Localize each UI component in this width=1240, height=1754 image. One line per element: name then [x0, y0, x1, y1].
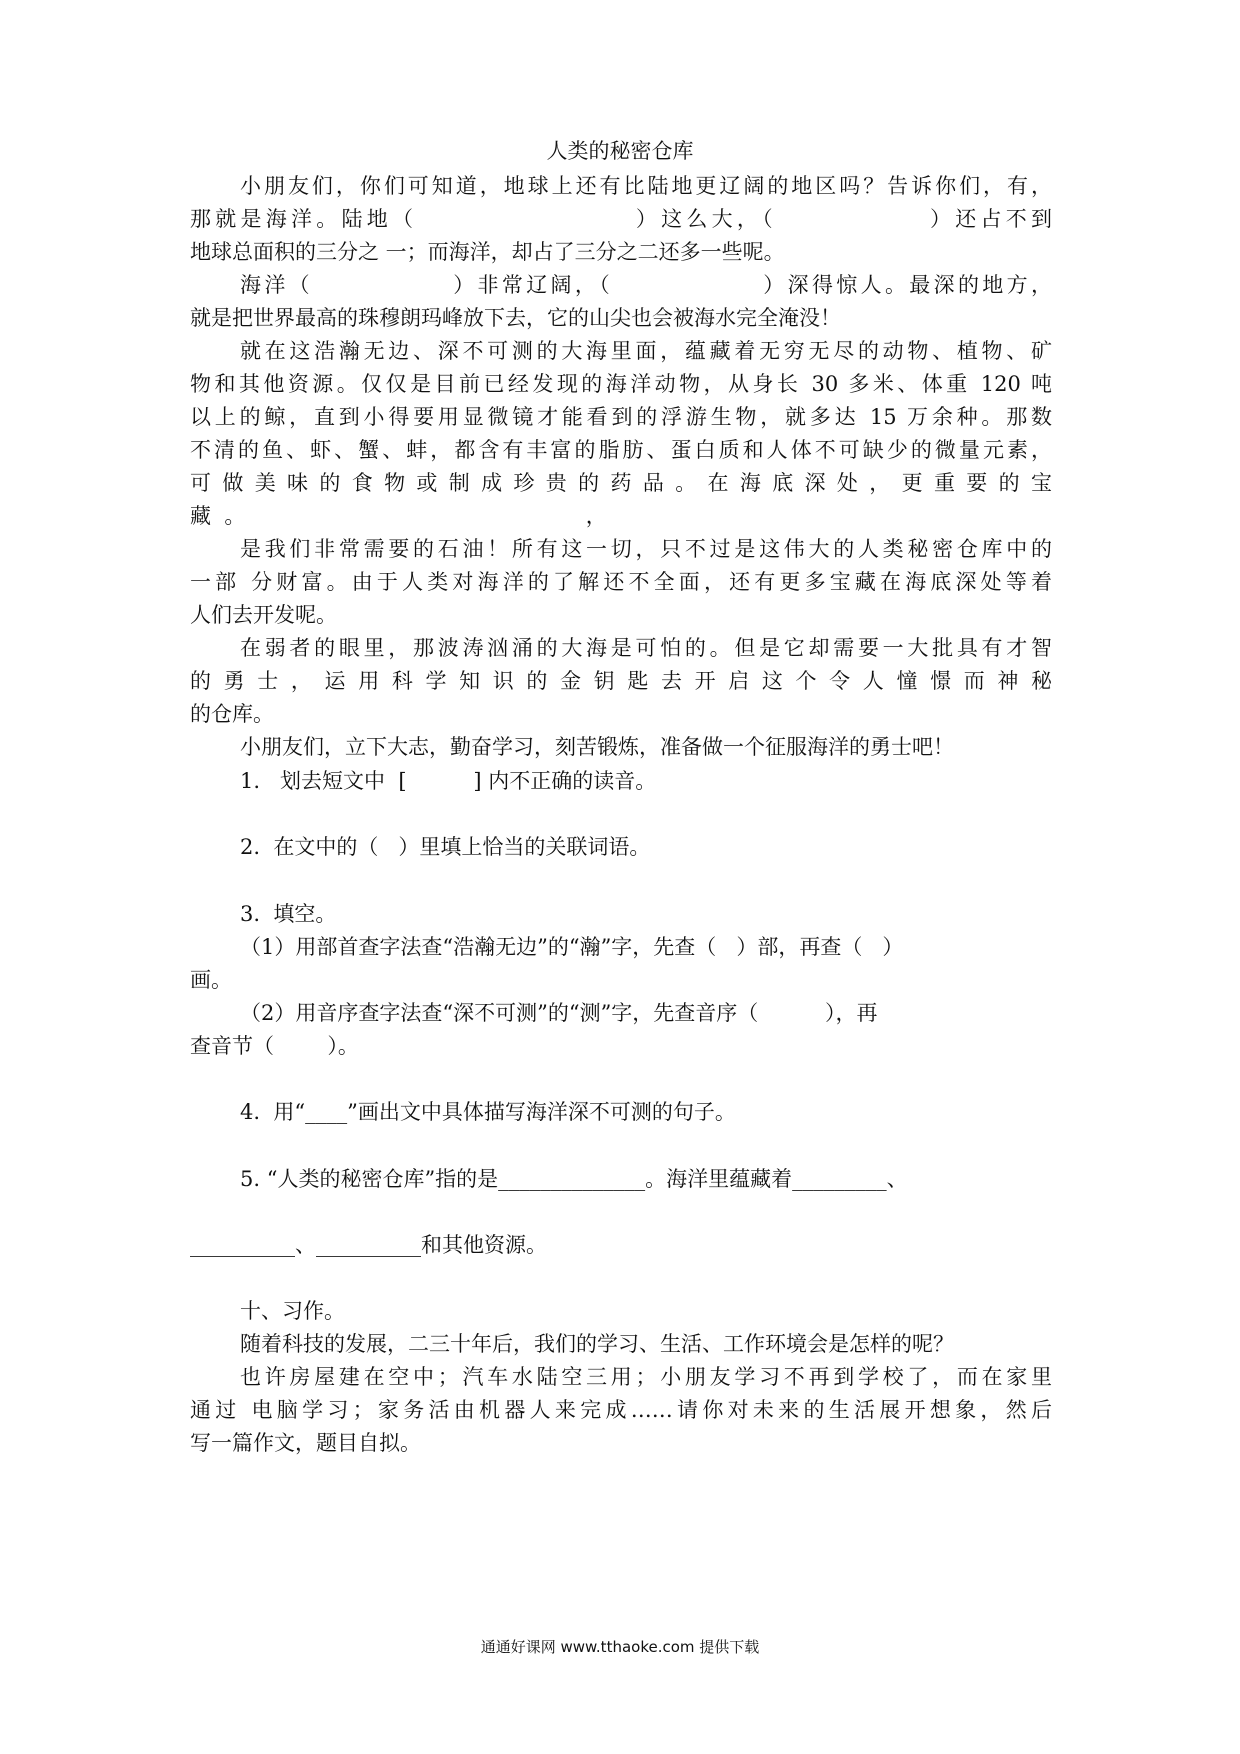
passage-line: 的仓库。 [190, 702, 274, 726]
passage-line: 的勇士，运用科学知识的金钥匙去开启这个令人憧憬而神秘 [190, 669, 1052, 693]
passage-line: 小朋友们，立下大志，勤奋学习，刻苦锻炼，准备做一个征服海洋的勇士吧！ [240, 735, 954, 759]
question-1: 1. 划去短文中 [ ] 内不正确的读音。 [240, 769, 657, 793]
composition-line: 通过 电脑学习；家务活由机器人来完成……请你对未来的生活展开想象，然后 [190, 1398, 1052, 1422]
question-3-part-1: （1）用部首查字法查“浩瀚无边”的“瀚”字，先查（ ）部，再查（ ） [240, 935, 904, 959]
passage-line: 地球总面积的三分之 一；而海洋，却占了三分之二还多一些呢。 [190, 240, 785, 264]
passage-line: 不清的鱼、虾、蟹、蚌，都含有丰富的脂肪、蛋白质和人体不可缺少的微量元素， [190, 438, 1052, 462]
passage-line: 小朋友们，你们可知道，地球上还有比陆地更辽阔的地区吗？告诉你们，有， [240, 174, 1052, 198]
question-5: 5. “人类的秘密仓库”指的是______________。海洋里蕴藏着_________、 [240, 1167, 908, 1191]
composition-line: 写一篇作文，题目自拟。 [190, 1431, 421, 1455]
passage-line: 是我们非常需要的石油！所有这一切，只不过是这伟大的人类秘密仓库中的 [240, 537, 1052, 561]
passage-line: 藏 。 ， [190, 504, 607, 528]
question-3-part-1-cont: 画。 [190, 968, 232, 992]
passage-line: 物和其他资源。仅仅是目前已经发现的海洋动物，从身长 30 多米、体重 120 吨 [190, 372, 1052, 396]
passage-line: 在弱者的眼里，那波涛汹涌的大海是可怕的。但是它却需要一大批具有才智 [240, 636, 1052, 660]
question-5-cont: __________、__________和其他资源。 [190, 1233, 547, 1257]
passage-line: 海洋（ ）非常辽阔，（ ）深得惊人。最深的地方， [240, 273, 1052, 297]
passage-line: 可做美味的食物或制成珍贵的药品。在海底深处，更重要的宝 [190, 471, 1052, 495]
question-2: 2. 在文中的（ ）里填上恰当的关联词语。 [240, 835, 651, 859]
composition-line: 随着科技的发展，二三十年后，我们的学习、生活、工作环境会是怎样的呢？ [240, 1332, 954, 1356]
section-heading: 十、习作。 [240, 1299, 345, 1323]
footer-text: 通通好课网 www.tthaoke.com 提供下载 [480, 1638, 760, 1656]
document-title: 人类的秘密仓库 [546, 139, 694, 163]
passage-line: 那就是海洋。陆地（ ）这么大，（ ）还占不到 [190, 207, 1052, 231]
passage-line: 就在这浩瀚无边、深不可测的大海里面，蕴藏着无穷无尽的动物、植物、矿 [240, 339, 1052, 363]
passage-line: 一部 分财富。由于人类对海洋的了解还不全面，还有更多宝藏在海底深处等着 [190, 570, 1052, 594]
question-4: 4. 用“____”画出文中具体描写海洋深不可测的句子。 [240, 1100, 736, 1124]
passage-line: 就是把世界最高的珠穆朗玛峰放下去，它的山尖也会被海水完全淹没！ [190, 306, 841, 330]
passage-line: 以上的鲸，直到小得要用显微镜才能看到的浮游生物，就多达 15 万余种。那数 [190, 405, 1052, 429]
passage-line: 人们去开发呢。 [190, 603, 337, 627]
question-3-part-2: （2）用音序查字法查“深不可测”的“测”字，先查音序（ ），再 [240, 1001, 878, 1025]
question-3-part-2-cont: 查音节（ ）。 [190, 1034, 359, 1058]
question-3: 3. 填空。 [240, 902, 337, 926]
composition-line: 也许房屋建在空中；汽车水陆空三用；小朋友学习不再到学校了，而在家里 [240, 1365, 1052, 1389]
